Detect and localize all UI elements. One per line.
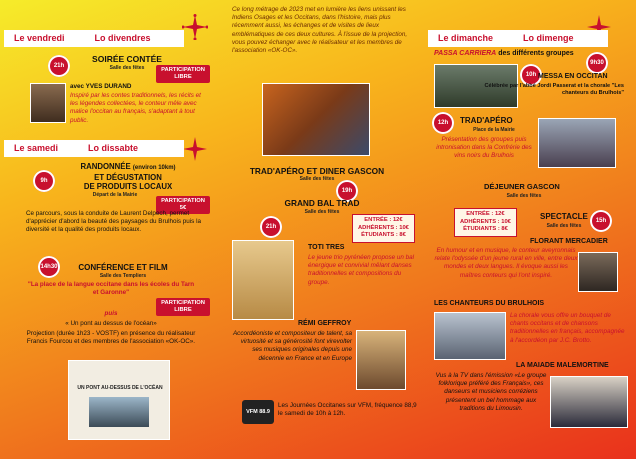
clock-icon: 9h30 <box>586 52 608 74</box>
price-box <box>352 214 415 243</box>
trad-apero-sunday-description: Présentation des groupes puis intronisation dans la Confrérie des vins noirs du Brulhois <box>436 136 532 160</box>
bal-title: GRAND BAL TRAD <box>284 198 360 208</box>
event-place: Salle des fêtes <box>304 209 340 215</box>
badge-line: 5€ <box>179 205 187 211</box>
radio-description: Les Journées Occitanes sur VFM, fréquence 88,9 le samedi de 10h à 12h. <box>278 402 417 418</box>
florant-photo <box>578 252 618 292</box>
event-place: Salle des fêtes <box>299 176 335 182</box>
event-place: Place de la Mairie <box>473 127 515 133</box>
friday-banner <box>4 30 184 47</box>
film-poster <box>68 360 170 440</box>
badge-line: PARTICIPATION <box>161 67 205 73</box>
spectacle-title: SPECTACLE <box>540 212 588 221</box>
event-place: Salle des fêtes <box>109 65 145 71</box>
column-friday-saturday <box>0 0 212 459</box>
maiade-photo <box>550 376 628 428</box>
conf-puis: puis <box>104 310 118 317</box>
badge-line: LIBRE <box>174 307 192 313</box>
price-line: ÉTUDIANTS : 8€ <box>463 226 508 232</box>
column-saturday-evening <box>212 0 424 459</box>
rando-distance: (environ 10km) <box>132 165 176 171</box>
poster-image <box>89 397 149 427</box>
badge-line: PARTICIPATION <box>161 300 205 306</box>
day-label-occitan: Lo divendres <box>94 33 151 43</box>
conf-quote: "La place de la langue occitane dans les écoles du Tarn et Garonne" <box>27 281 195 297</box>
maiade-description: Vus à la TV dans l'émission «Le groupe folklorique préféré des Français», ces danseurs et musiciens corréziens présentent un bel hommage aux traditions du Limousin. <box>435 372 547 412</box>
remi-description: Accordéoniste et compositeur de talent, sa virtuosité et sa générosité font virevolter ses musiques originales depuis une décennie en France et en Europe <box>232 330 352 362</box>
price-line: ENTRÉE : 12€ <box>466 211 505 217</box>
radio-logo: VFM 88.9 <box>242 400 274 424</box>
clock-icon: 10h <box>520 64 542 86</box>
trad-apero-sunday-title: TRAD'APÉRO <box>460 116 513 125</box>
conteur-photo <box>30 83 66 123</box>
conf-film: « Un pont au dessus de l'océan» <box>65 320 157 327</box>
trad-apero-photo <box>538 118 616 168</box>
event-title: SOIRÉE CONTÉE <box>92 54 162 64</box>
messa-description: Célébrée par l'abbé Jordi Passerat et la chorale "Les chanteurs du Brulhois" <box>484 83 624 96</box>
price-box <box>454 208 517 237</box>
event-place: Salle des fêtes <box>546 223 582 229</box>
poster-title: UN PONT AU-DESSUS DE L'OCÉAN <box>77 385 163 391</box>
participation-badge <box>156 65 210 83</box>
remi-name: RÉMI GEFFROY <box>298 320 352 327</box>
rando-title-line: RANDONNÉE <box>80 162 131 171</box>
event-place: Salle des Templiers <box>99 273 147 279</box>
rando-title-line: DE PRODUITS LOCAUX <box>83 182 173 191</box>
day-label-occitan: Lo dissabte <box>88 143 139 153</box>
event-photo <box>262 83 370 156</box>
day-label: Le samedi <box>14 143 59 153</box>
sunday-banner <box>428 30 608 47</box>
chanteurs-photo <box>434 312 506 360</box>
passa-line <box>434 50 594 58</box>
clock-icon: 15h <box>590 210 612 232</box>
florant-name: FLORANT MERCADIER <box>530 238 608 245</box>
florant-description: En humour et en musique, le conteur aveyronnais relate l'odyssée d'un jeune rural en ville, entre deux mondes et deux langues. Il évoque aussi les maîtres conteurs qui l'ont inspiré. <box>434 247 578 279</box>
clock-icon: 14h30 <box>38 256 60 278</box>
event-place: Départ de la Mairie <box>92 192 138 198</box>
conf-description: Projection (durée 1h23 - VOSTF) en présence du réalisateur Francis Fourcou et des membres de l'association «OK-OC». <box>26 330 196 346</box>
messa-title: MESSA EN OCCITAN <box>538 73 608 80</box>
trad-apero-title: TRAD'APÉRO ET DINER GASCON <box>249 166 385 176</box>
soiree-with: avec YVES DURAND <box>70 83 132 90</box>
soiree-description: Inspiré par les contes traditionnels, les récits et les légendes collectées, le conteur mêle avec malice l'occitan au français, s'adaptant à tout public. <box>70 92 201 124</box>
badge-line: LIBRE <box>174 74 192 80</box>
clock-icon: 21h <box>48 55 70 77</box>
toti-name: TOTI TRES <box>308 244 345 251</box>
price-line: ÉTUDIANTS : 8€ <box>361 232 406 238</box>
chanteurs-name: LES CHANTEURS DU BRULHOIS <box>434 300 545 307</box>
chanteurs-description: La chorale vous offre un bouquet de chants occitans et de chansons traditionnelles en français, accompagnée à l'accordéon par J.C. Brotto. <box>510 312 625 344</box>
price-line: ADHÉRENTS : 10€ <box>460 218 511 225</box>
remi-photo <box>356 330 406 390</box>
passa-rest: des différents groupes <box>498 50 574 57</box>
toti-tres-photo <box>232 240 294 320</box>
day-label: Le vendredi <box>14 33 65 43</box>
badge-line: PARTICIPATION <box>161 198 205 204</box>
film-intro: Ce long métrage de 2023 met en lumière les liens unissant les Indiens Osages et les Occitans, dans l'histoire, mais plus récemment aussi, les échanges et de visites de lieux emblématiques de ces deux cultures. À l'issue de la projection, vous pouvez échanger avec le réalisateur et les membres de l'association «OK-OC». <box>232 6 408 55</box>
column-sunday <box>424 0 636 459</box>
day-label-occitan: Lo dimenge <box>523 33 574 43</box>
event-place: Salle des fêtes <box>506 193 542 199</box>
price-line: ADHÉRENTS : 10€ <box>358 224 409 231</box>
rando-title-line: ET DÉGUSTATION <box>94 173 162 182</box>
clock-icon: 19h <box>336 180 358 202</box>
rando-title <box>58 162 198 191</box>
passa-title: PASSA CARRIERA <box>434 50 497 57</box>
saturday-banner <box>4 140 184 157</box>
dejeuner-title: DÉJEUNER GASCON <box>484 182 560 191</box>
maiade-name: LA MAIADE MALEMORTINE <box>516 362 609 369</box>
price-line: ENTRÉE : 12€ <box>364 217 403 223</box>
toti-description: Le jeune trio pyrénéen propose un bal énergique et convivial mêlant danses traditionnelles et compositions du groupe. <box>308 254 415 286</box>
conf-title: CONFÉRENCE ET FILM <box>78 263 168 272</box>
clock-icon: 12h <box>432 112 454 134</box>
rando-description: Ce parcours, sous la conduite de Laurent Delpech, permet d'apprécier d'abord la beauté des paysages du Brulhois puis la diversité et la qualité des produits locaux. <box>26 210 201 234</box>
clock-icon: 9h <box>33 170 55 192</box>
clock-icon: 21h <box>260 216 282 238</box>
day-label: Le dimanche <box>438 33 494 43</box>
